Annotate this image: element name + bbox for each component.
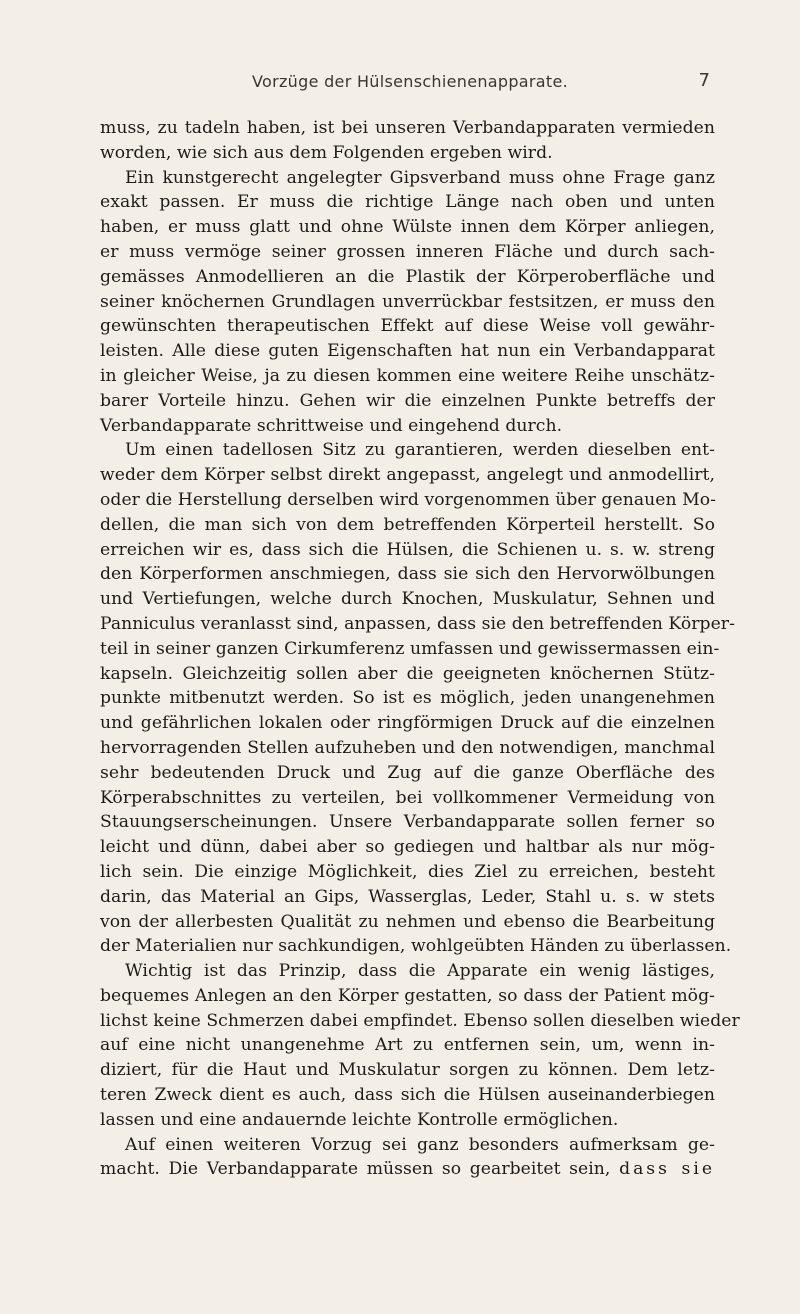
text-line: erreichen wir es, dass sich die Hülsen, die Schienen u. s. w. streng — [100, 539, 715, 560]
text-line: lassen und eine andauernde leichte Kontrolle ermöglichen. — [100, 1109, 619, 1130]
text-line: teren Zweck dient es auch, dass sich die Hülsen auseinanderbiegen — [100, 1085, 715, 1106]
text-line: Panniculus veranlasst sind, anpassen, dass sie den betreffenden Körper- — [100, 613, 735, 634]
page-header — [100, 72, 720, 102]
text-line: sehr bedeutenden Druck und Zug auf die ganze Oberfläche des — [100, 762, 715, 783]
text-line: weder dem Körper selbst direkt angepasst, angelegt und anmodellirt, — [100, 465, 715, 486]
emphasized-text: dass sie — [619, 1159, 716, 1180]
text-line: Verbandapparate schrittweise und eingehend durch. — [100, 415, 563, 436]
text-line: auf eine nicht unangenehme Art zu entfernen sein, um, wenn in- — [100, 1035, 715, 1056]
text-line: darin, das Material an Gips, Wasserglas, Leder, Stahl u. s. w stets — [100, 886, 715, 907]
text-line: Stauungserscheinungen. Unsere Verbandapparate sollen ferner so — [100, 812, 715, 833]
text-line: kapseln. Gleichzeitig sollen aber die geeigneten knöchernen Stütz- — [100, 663, 715, 684]
text-line: gemässes Anmodellieren an die Plastik der Körperoberfläche und — [100, 266, 715, 287]
text-line: er muss vermöge seiner grossen inneren Fläche und durch sach- — [100, 241, 715, 262]
text-line: leisten. Alle diese guten Eigenschaften hat nun ein Verbandapparat — [100, 341, 715, 362]
text-line: der Materialien nur sachkundigen, wohlgeübten Händen zu überlassen. — [100, 936, 732, 957]
text-line: barer Vorteile hinzu. Gehen wir die einzelnen Punkte betreffs der — [100, 390, 715, 411]
page-number: 7 — [698, 70, 710, 91]
text-line: exakt passen. Er muss die richtige Länge nach oben und unten — [100, 192, 715, 213]
text-line: Auf einen weiteren Vorzug sei ganz besonders aufmerksam ge- — [125, 1134, 715, 1155]
text-line: hervorragenden Stellen aufzuheben und den notwendigen, manchmal — [100, 737, 715, 758]
text-line: lich sein. Die einzige Möglichkeit, dies Ziel zu erreichen, besteht — [100, 861, 715, 882]
text-line: Wichtig ist das Prinzip, dass die Apparate ein wenig lästiges, — [125, 961, 715, 982]
text-line: und Vertiefungen, welche durch Knochen, Muskulatur, Sehnen und — [100, 589, 715, 610]
text-line: Körperabschnittes zu verteilen, bei vollkommener Vermeidung von — [100, 787, 715, 808]
text-line: oder die Herstellung derselben wird vorgenommen über genauen Mo- — [100, 489, 716, 510]
text-line — [100, 1157, 715, 1182]
text-line: dellen, die man sich von dem betreffenden Körperteil herstellt. So — [100, 514, 715, 535]
text-line: Um einen tadellosen Sitz zu garantieren, werden dieselben ent- — [125, 440, 715, 461]
text-line: teil in seiner ganzen Cirkumferenz umfassen und gewissermassen ein- — [100, 638, 720, 659]
text-line: diziert, für die Haut und Muskulatur sorgen zu können. Dem letz- — [100, 1060, 715, 1081]
text-line: haben, er muss glatt und ohne Wülste innen dem Körper anliegen, — [100, 217, 715, 238]
running-head: Vorzüge der Hülsenschienenapparate. — [252, 72, 568, 91]
body-text — [100, 116, 740, 1182]
text-line: bequemes Anlegen an den Körper gestatten, so dass der Patient mög- — [100, 985, 715, 1006]
text-line: worden, wie sich aus dem Folgenden ergeben wird. — [100, 142, 553, 163]
text-line-start: macht. Die Verbandapparate müssen so gearbeitet sein, — [100, 1159, 611, 1180]
text-line: in gleicher Weise, ja zu diesen kommen eine weitere Reihe unschätz- — [100, 365, 715, 386]
text-line: lichst keine Schmerzen dabei empfindet. Ebenso sollen dieselben wieder — [100, 1010, 740, 1031]
text-line: leicht und dünn, dabei aber so gediegen und haltbar als nur mög- — [100, 837, 715, 858]
text-line: muss, zu tadeln haben, ist bei unseren Verbandapparaten vermieden — [100, 118, 715, 138]
text-line: von der allerbesten Qualität zu nehmen und ebenso die Bearbeitung — [100, 911, 715, 932]
text-line: seiner knöchernen Grundlagen unverrückbar festsitzen, er muss den — [100, 291, 715, 312]
text-line: und gefährlichen lokalen oder ringförmigen Druck auf die einzelnen — [100, 713, 715, 734]
text-line: Ein kunstgerecht angelegter Gipsverband muss ohne Frage ganz — [125, 167, 715, 188]
text-line: punkte mitbenutzt werden. So ist es möglich, jeden unangenehmen — [100, 688, 715, 709]
text-line: den Körperformen anschmiegen, dass sie sich den Hervorwölbungen — [100, 564, 715, 585]
text-line: gewünschten therapeutischen Effekt auf diese Weise voll gewähr- — [100, 316, 715, 337]
